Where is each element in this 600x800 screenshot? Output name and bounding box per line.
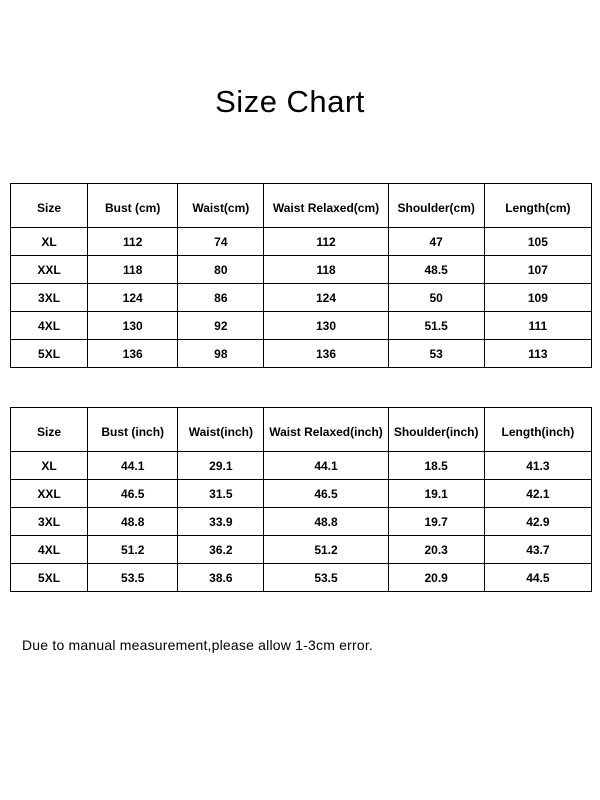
cell-size: XXL (11, 256, 88, 284)
cell-waist-relaxed: 118 (264, 256, 388, 284)
header-waist-relaxed: Waist Relaxed(inch) (264, 408, 388, 452)
cell-size: XXL (11, 480, 88, 508)
cell-waist: 74 (178, 228, 264, 256)
cell-shoulder: 50 (388, 284, 484, 312)
cell-length: 42.1 (484, 480, 591, 508)
cell-size: 3XL (11, 508, 88, 536)
cell-bust: 124 (88, 284, 178, 312)
table-row (11, 312, 592, 340)
cell-length: 41.3 (484, 452, 591, 480)
cell-shoulder: 47 (388, 228, 484, 256)
cell-length: 113 (484, 340, 591, 368)
table-header-row (11, 184, 592, 228)
cell-bust: 112 (88, 228, 178, 256)
cell-size: XL (11, 452, 88, 480)
cell-size: XL (11, 228, 88, 256)
cell-waist-relaxed: 112 (264, 228, 388, 256)
cell-size: 5XL (11, 340, 88, 368)
table-row (11, 536, 592, 564)
table-row (11, 340, 592, 368)
header-bust: Bust (inch) (88, 408, 178, 452)
cell-waist-relaxed: 124 (264, 284, 388, 312)
header-bust: Bust (cm) (88, 184, 178, 228)
table-row (11, 480, 592, 508)
cell-shoulder: 20.9 (388, 564, 484, 592)
header-waist: Waist(cm) (178, 184, 264, 228)
cell-size: 3XL (11, 284, 88, 312)
header-length: Length(cm) (484, 184, 591, 228)
cell-waist: 31.5 (178, 480, 264, 508)
header-length: Length(inch) (484, 408, 591, 452)
table-row (11, 284, 592, 312)
table-row (11, 452, 592, 480)
header-shoulder: Shoulder(inch) (388, 408, 484, 452)
cell-shoulder: 20.3 (388, 536, 484, 564)
header-size: Size (11, 184, 88, 228)
cell-shoulder: 19.1 (388, 480, 484, 508)
table-row (11, 256, 592, 284)
table-row (11, 228, 592, 256)
cell-shoulder: 51.5 (388, 312, 484, 340)
measurement-note: Due to manual measurement,please allow 1-3cm error. (22, 637, 374, 653)
cell-waist-relaxed: 51.2 (264, 536, 388, 564)
cell-bust: 51.2 (88, 536, 178, 564)
cell-bust: 44.1 (88, 452, 178, 480)
cell-length: 43.7 (484, 536, 591, 564)
cell-bust: 136 (88, 340, 178, 368)
cell-waist: 29.1 (178, 452, 264, 480)
cell-bust: 48.8 (88, 508, 178, 536)
cell-waist-relaxed: 136 (264, 340, 388, 368)
cell-waist: 80 (178, 256, 264, 284)
header-size: Size (11, 408, 88, 452)
cell-waist: 98 (178, 340, 264, 368)
cell-size: 4XL (11, 312, 88, 340)
cell-waist: 33.9 (178, 508, 264, 536)
cell-waist: 92 (178, 312, 264, 340)
table-row (11, 564, 592, 592)
cell-waist: 38.6 (178, 564, 264, 592)
cell-length: 109 (484, 284, 591, 312)
cell-waist-relaxed: 48.8 (264, 508, 388, 536)
cell-bust: 46.5 (88, 480, 178, 508)
cell-waist-relaxed: 46.5 (264, 480, 388, 508)
size-table-inch (10, 407, 592, 592)
cell-bust: 130 (88, 312, 178, 340)
cell-shoulder: 19.7 (388, 508, 484, 536)
table-row (11, 508, 592, 536)
page-title: Size Chart (215, 84, 365, 119)
header-waist: Waist(inch) (178, 408, 264, 452)
cell-size: 5XL (11, 564, 88, 592)
cell-length: 44.5 (484, 564, 591, 592)
cell-length: 107 (484, 256, 591, 284)
size-table-cm (10, 183, 592, 368)
header-waist-relaxed: Waist Relaxed(cm) (264, 184, 388, 228)
cell-waist-relaxed: 44.1 (264, 452, 388, 480)
header-shoulder: Shoulder(cm) (388, 184, 484, 228)
cell-waist-relaxed: 53.5 (264, 564, 388, 592)
cell-waist: 86 (178, 284, 264, 312)
cell-waist: 36.2 (178, 536, 264, 564)
cell-bust: 118 (88, 256, 178, 284)
cell-length: 105 (484, 228, 591, 256)
cell-size: 4XL (11, 536, 88, 564)
cell-shoulder: 53 (388, 340, 484, 368)
table-header-row (11, 408, 592, 452)
cell-shoulder: 48.5 (388, 256, 484, 284)
cell-length: 111 (484, 312, 591, 340)
cell-length: 42.9 (484, 508, 591, 536)
cell-waist-relaxed: 130 (264, 312, 388, 340)
cell-shoulder: 18.5 (388, 452, 484, 480)
cell-bust: 53.5 (88, 564, 178, 592)
